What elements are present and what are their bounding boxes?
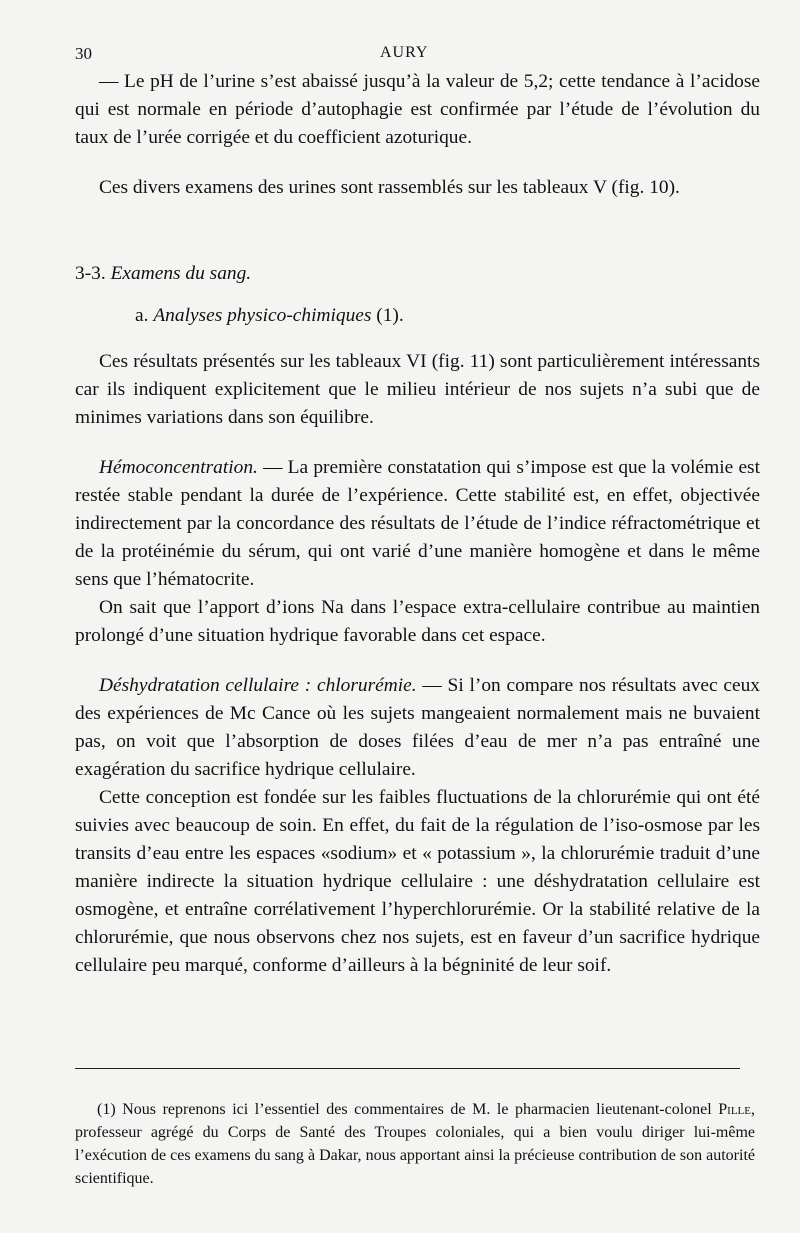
section-title: Examens du sang. (110, 263, 252, 284)
paragraph-ph-urine: — Le pH de l’urine s’est abaissé jusqu’à la valeur de 5,2; cette tendance à l’acidose qui est normale en période d’autophagie est confirmée par l’étude de l’évolution du taux de l’urée corrigée et du coefficient azoturique. (75, 71, 760, 148)
dehydration-title: Déshydratation cellulaire : chlorurémie. (99, 675, 417, 696)
footnote-part2: , professeur agrégé du Corps de Santé des Troupes coloniales, qui a bien voulu diriger lui-même l’exécution de ces examens du sang à Dakar, nous apportant ainsi la précieuse contribution de son autorité scientifique. (75, 1101, 755, 1187)
footnote-rule (75, 1068, 740, 1069)
footnote-name: Pille (718, 1101, 751, 1118)
paragraph-chloruremia: Cette conception est fondée sur les faibles fluctuations de la chlorurémie qui ont été suivies avec beaucoup de soin. En effet, du fait de la régulation de l’iso-osmose par les transits d’eau entre les espaces «sodium» et « potassium », la chlorurémie traduit d’une manière indirecte la situation hydrique cellulaire : une déshydratation cellulaire est osmogène, et entraîne corrélativement l’hyperchlorurémie. Or la stabilité relative de la chlorurémie, que nous observons chez nos sujets, est en faveur d’un sacrifice hydrique cellulaire peu marqué, conforme d’ailleurs à la bégninité de leur soif. (75, 787, 760, 976)
section-heading (75, 260, 760, 288)
running-title: AURY (380, 44, 429, 61)
page-number: 30 (75, 44, 92, 63)
running-head (75, 38, 760, 68)
section-number: 3-3. (75, 263, 106, 284)
dehydration-body: — Si l’on compare nos résultats avec ceux des expériences de Mc Cance où les sujets mangeaient normalement mais ne buvaient pas, on voit que l’absorption de doses filées d’eau de mer n’a pas entraîné une exagération du sacrifice hydrique cellulaire. (75, 675, 760, 780)
subsection-heading (135, 302, 760, 330)
paragraph-dehydration (75, 672, 760, 784)
paragraph-results: Ces résultats présentés sur les tableaux VI (fig. 11) sont particulièrement intéressants car ils indiquent explicitement que le milieu intérieur de nos sujets n’a subi que de minimes variations dans son équilibre. (75, 351, 760, 428)
hemoconcentration-title: Hémoconcentration. (99, 457, 258, 478)
footnote-part1: (1) Nous reprenons ici l’essentiel des commentaires de M. le pharmacien lieutenant-colonel (97, 1101, 719, 1118)
paragraph-sodium: On sait que l’apport d’ions Na dans l’espace extra-cellulaire contribue au maintien prolongé d’une situation hydrique favorable dans cet espace. (75, 597, 760, 646)
subsection-title: Analyses physico-chimiques (153, 305, 372, 326)
footnote (75, 1098, 755, 1190)
footnote-marker: (1). (376, 305, 404, 326)
hemoconcentration-body: — La première constatation qui s’impose est que la volémie est restée stable pendant la durée de l’expérience. Cette stabilité est, en effet, objectivée indirectement par la concordance des résultats de l’étude de l’indice réfractométrique et de la protéinémie du sérum, qui ont varié d’une manière homogène et dans le même sens que l’hématocrite. (75, 457, 760, 590)
paragraph-hemoconcentration (75, 454, 760, 594)
subsection-letter: a. (135, 305, 149, 326)
paragraph-urine-tables: Ces divers examens des urines sont rassemblés sur les tableaux V (fig. 10). (99, 177, 680, 198)
